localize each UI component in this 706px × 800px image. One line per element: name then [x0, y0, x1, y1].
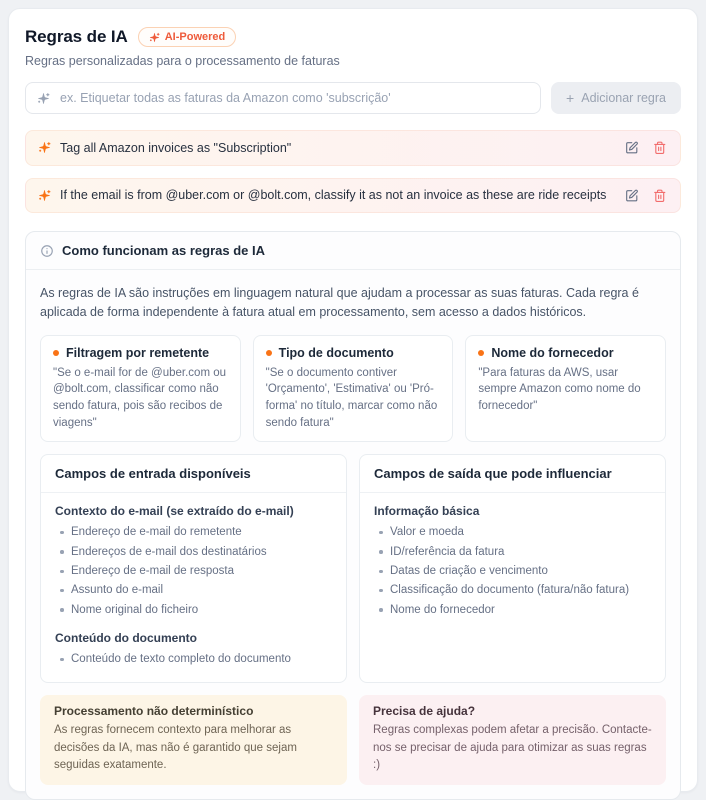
example-card-vendor-name	[465, 335, 666, 443]
delete-rule-button[interactable]	[651, 139, 669, 157]
group-heading: Contexto do e-mail (se extraído do e-mail)	[55, 504, 294, 519]
rule-text: If the email is from @uber.com or @bolt.com, classify it as not an invoice as these are ride receipts	[60, 188, 607, 203]
bullet-dot-icon	[266, 350, 272, 356]
example-cards	[40, 335, 666, 443]
ai-powered-badge	[138, 27, 237, 47]
example-card-title: Nome do fornecedor	[478, 346, 653, 360]
list-item: Endereço de e-mail do remetente	[55, 523, 332, 542]
sparkles-icon	[37, 92, 50, 105]
edit-rule-button[interactable]	[623, 139, 641, 157]
rules-list	[25, 130, 681, 213]
how-it-works-section	[25, 231, 681, 800]
input-fields-title: Campos de entrada disponíveis	[41, 455, 346, 493]
list-item: Datas de criação e vencimento	[374, 562, 651, 581]
rule-row	[25, 178, 681, 214]
example-card-quote: "Se o documento contiver 'Orçamento', 'Estimativa' ou 'Pró-forma' no título, marcar como não sendo fatura"	[265, 366, 438, 429]
need-help-note	[359, 695, 666, 785]
page-header	[25, 27, 681, 47]
input-fields-document-list	[55, 650, 332, 669]
sparkles-icon	[149, 32, 160, 43]
edit-icon	[625, 189, 639, 203]
rule-composer	[25, 82, 681, 114]
example-card-quote: "Para faturas da AWS, usar sempre Amazon como nome do fornecedor"	[478, 366, 641, 413]
sparkles-icon	[38, 141, 51, 154]
plus-icon: +	[566, 90, 575, 106]
bullet-dot-icon	[53, 350, 59, 356]
add-rule-button-label: Adicionar regra	[581, 91, 666, 105]
note-body: Regras complexas podem afetar a precisão. Contacte-nos se precisar de ajuda para otimizar as suas regras :)	[373, 724, 652, 771]
output-fields-body	[360, 493, 665, 633]
example-card-title: Filtragem por remetente	[53, 346, 228, 360]
rule-actions	[623, 187, 668, 205]
trash-icon	[653, 189, 667, 203]
bullet-dot-icon	[478, 350, 484, 356]
edit-icon	[625, 141, 639, 155]
list-item: Nome do fornecedor	[374, 601, 651, 620]
group-heading: Conteúdo do documento	[55, 631, 197, 645]
note-body: As regras fornecem contexto para melhorar as decisões da IA, mas não é garantido que sejam seguidas exatamente.	[54, 724, 297, 771]
trash-icon	[653, 141, 667, 155]
page-subtitle: Regras personalizadas para o processamento de faturas	[25, 54, 340, 68]
list-item: Endereços de e-mail dos destinatários	[55, 543, 332, 562]
add-rule-button[interactable]	[551, 82, 681, 114]
example-card-quote: "Se o e-mail for de @uber.com ou @bolt.com, classificar como não sendo fatura, pois são recibos de viagens"	[53, 366, 227, 429]
example-card-title: Tipo de documento	[266, 346, 441, 360]
ai-powered-badge-label: AI-Powered	[164, 31, 226, 43]
delete-rule-button[interactable]	[651, 187, 669, 205]
input-fields-email-list	[55, 523, 332, 620]
ai-rules-card	[8, 8, 698, 792]
edit-rule-button[interactable]	[623, 187, 641, 205]
how-it-works-body	[26, 270, 680, 799]
how-it-works-title: Como funcionam as regras de IA	[62, 243, 265, 258]
list-item: Classificação do documento (fatura/não fatura)	[374, 581, 651, 600]
rule-text: Tag all Amazon invoices as "Subscription"	[60, 140, 292, 155]
notes-row	[40, 695, 666, 785]
how-it-works-intro: As regras de IA são instruções em linguagem natural que ajudam a processar as suas faturas. Cada regra é aplicada de forma independente à fatura atual em processamento, sem acesso a dados históricos.	[40, 286, 639, 320]
list-item: Conteúdo de texto completo do documento	[55, 650, 332, 669]
list-item: Endereço de e-mail de resposta	[55, 562, 332, 581]
group-heading: Informação básica	[374, 504, 480, 519]
list-item: Nome original do ficheiro	[55, 601, 332, 620]
note-title: Precisa de ajuda?	[373, 704, 476, 719]
output-fields-list	[374, 523, 651, 620]
note-title: Processamento não determinístico	[54, 704, 254, 719]
list-item: Assunto do e-mail	[55, 581, 332, 600]
info-icon	[40, 244, 54, 258]
input-fields-body	[41, 493, 346, 682]
non-deterministic-note	[40, 695, 347, 785]
sparkles-icon	[38, 189, 51, 202]
rule-input-wrap	[25, 82, 541, 114]
example-card-sender-filter	[40, 335, 241, 443]
list-item: Valor e moeda	[374, 523, 651, 542]
fields-columns	[40, 454, 666, 683]
how-it-works-header	[26, 232, 680, 270]
list-item: ID/referência da fatura	[374, 543, 651, 562]
rule-actions	[623, 139, 668, 157]
new-rule-input[interactable]	[58, 90, 529, 106]
page-title: Regras de IA	[25, 27, 128, 46]
output-fields-box	[359, 454, 666, 683]
rule-row	[25, 130, 681, 166]
input-fields-box	[40, 454, 347, 683]
output-fields-title: Campos de saída que pode influenciar	[360, 455, 665, 493]
example-card-document-type	[253, 335, 454, 443]
